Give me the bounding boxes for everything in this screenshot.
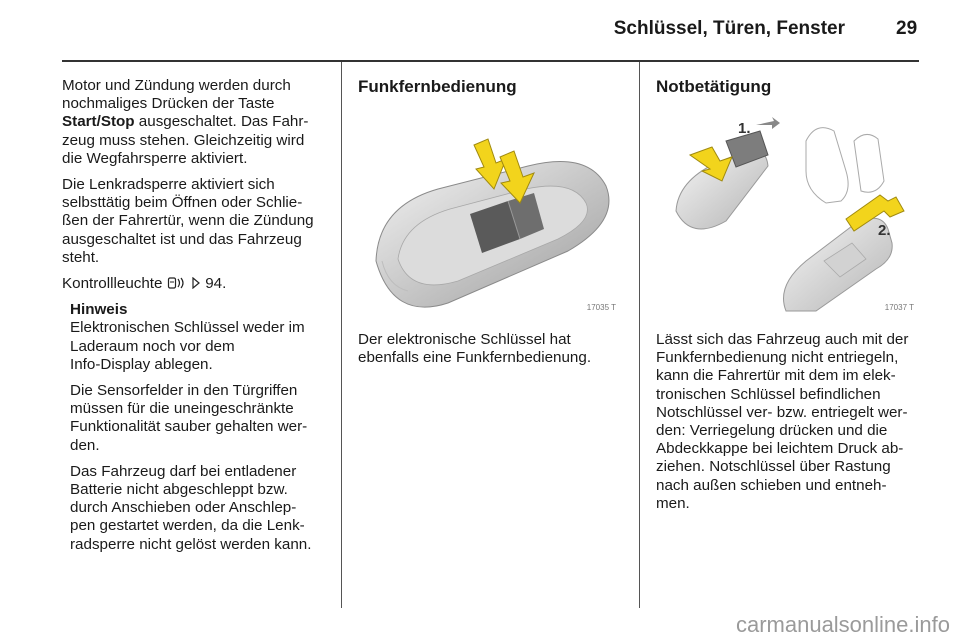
text-line: Funkfernbedienung nicht entriegeln, bbox=[656, 349, 899, 367]
left-column bbox=[62, 77, 330, 562]
text-line: Motor und Zündung werden durch bbox=[62, 77, 291, 94]
text-line: Der elektronische Schlüssel hat bbox=[358, 331, 571, 348]
paragraph bbox=[62, 275, 330, 293]
right-column bbox=[656, 77, 924, 521]
text-line: Funktionalität sauber gehalten wer- bbox=[70, 418, 308, 436]
note-paragraph bbox=[70, 382, 330, 455]
text-line: tronischen Schlüssel befindlichen bbox=[656, 385, 881, 403]
paragraph bbox=[62, 77, 330, 168]
text-line: ausgeschaltet ist und das Fahrzeug bbox=[62, 230, 302, 248]
column-divider bbox=[639, 62, 640, 608]
text-line: ßen der Fahrertür, wenn die Zündung bbox=[62, 212, 314, 230]
header-rule bbox=[62, 60, 919, 62]
text-line: den. bbox=[70, 436, 100, 454]
step-1-label: 1. bbox=[738, 120, 751, 137]
emergency-key-figure bbox=[656, 111, 920, 319]
text-line: Info-Display ablegen. bbox=[70, 355, 213, 373]
text-line: zeug muss stehen. Gleichzeitig wird bbox=[62, 131, 305, 149]
text-fragment: Kontrollleuchte bbox=[62, 275, 163, 293]
text-line: nochmaliges Drücken der Taste bbox=[62, 95, 275, 113]
text-line: ziehen. Notschlüssel über Rastung bbox=[656, 458, 891, 476]
steering-key-warning-icon bbox=[167, 276, 187, 290]
note-box bbox=[70, 301, 330, 554]
paragraph bbox=[62, 176, 330, 267]
page-reference-icon bbox=[191, 277, 201, 289]
page-number: 29 bbox=[896, 18, 918, 39]
text-line: steht. bbox=[62, 248, 100, 266]
page-reference[interactable]: 94. bbox=[205, 275, 227, 293]
emergency-key-illustration bbox=[656, 111, 920, 319]
text-line: durch Anschieben oder Anschlep- bbox=[70, 499, 297, 517]
step-2-label: 2. bbox=[878, 222, 891, 239]
remote-key-figure bbox=[358, 111, 622, 319]
text-line: Die Lenkradsperre aktiviert sich bbox=[62, 176, 275, 194]
paragraph bbox=[656, 331, 924, 513]
text-line: Lässt sich das Fahrzeug auch mit der bbox=[656, 331, 909, 348]
text-line: radsperre nicht gelöst werden kann. bbox=[70, 535, 312, 553]
middle-column bbox=[358, 77, 620, 375]
button-name-start-stop: Start/Stop bbox=[62, 113, 135, 131]
figure-label: 17037 T bbox=[884, 302, 914, 312]
text-line: den: Verriegelung drücken und die bbox=[656, 422, 888, 440]
text-line: kann die Fahrertür mit dem im elek- bbox=[656, 367, 896, 385]
remote-key-illustration bbox=[358, 111, 622, 319]
text-line: pen gestartet werden, da die Lenk- bbox=[70, 517, 305, 535]
column-divider bbox=[341, 62, 342, 608]
figure-label: 17035 T bbox=[586, 302, 616, 312]
section-title: Funkfernbedienung bbox=[358, 77, 517, 96]
paragraph bbox=[358, 331, 620, 367]
text-line: die Wegfahrsperre aktiviert. bbox=[62, 149, 248, 167]
note-paragraph bbox=[70, 463, 330, 554]
text-line: nach außen schieben und entneh- bbox=[656, 476, 887, 494]
note-paragraph bbox=[70, 319, 330, 374]
page-title: Schlüssel, Türen, Fenster bbox=[613, 18, 845, 39]
text-line: Batterie nicht abgeschleppt bzw. bbox=[70, 481, 288, 499]
section-title: Notbetätigung bbox=[656, 77, 772, 96]
note-title: Hinweis bbox=[70, 301, 128, 319]
text-line: Laderaum noch vor dem bbox=[70, 337, 235, 355]
text-line: Die Sensorfelder in den Türgriffen bbox=[70, 382, 298, 400]
text-line: selbsttätig beim Öffnen oder Schlie- bbox=[62, 194, 303, 212]
text-line: men. bbox=[656, 494, 690, 512]
text-line bbox=[62, 113, 330, 131]
text-line: Abdeckkappe bei leichtem Druck ab- bbox=[656, 440, 904, 458]
text-line: Elektronischen Schlüssel weder im bbox=[70, 319, 305, 337]
text-line: Das Fahrzeug darf bei entladener bbox=[70, 462, 297, 480]
text-line: müssen für die uneingeschränkte bbox=[70, 400, 294, 418]
watermark: carmanualsonline.info bbox=[735, 612, 950, 637]
text-line: ebenfalls eine Funkfernbedienung. bbox=[358, 349, 592, 367]
text-fragment: ausgeschaltet. Das Fahr- bbox=[134, 113, 309, 131]
text-line: Notschlüssel ver- bzw. entriegelt wer- bbox=[656, 403, 908, 421]
